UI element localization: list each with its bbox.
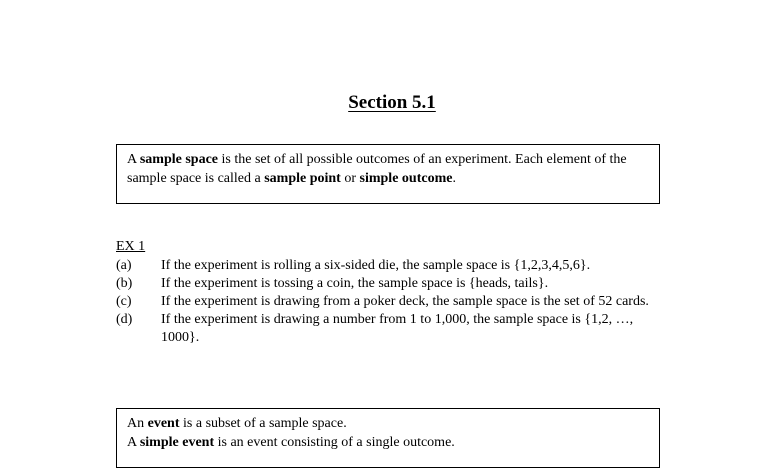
event-definition-line-1 xyxy=(127,414,649,433)
definition-text-part: is a subset of a sample space. xyxy=(179,416,347,431)
term-simple-outcome: simple outcome xyxy=(359,171,453,186)
sample-space-definition-text xyxy=(127,150,649,188)
term-simple-event: simple event xyxy=(139,435,215,450)
example-item-text: If the experiment is drawing a number from 1 to 1,000, the sample space is {1,2, …, 1000}. xyxy=(161,312,634,345)
example-item-label: (d) xyxy=(116,312,133,327)
definition-text-part: . xyxy=(452,171,456,186)
example-item-c xyxy=(116,293,664,311)
definition-text-part: A xyxy=(127,152,140,167)
example-item-label: (a) xyxy=(116,258,132,273)
definition-text-part: An xyxy=(127,416,148,431)
definition-text-part: is the set of all possible outcomes of an experiment. Each element of the sample space is called a xyxy=(127,152,627,186)
event-definition-line-2 xyxy=(127,433,649,452)
example-item-label: (b) xyxy=(116,276,133,291)
definition-text-part: or xyxy=(340,171,360,186)
example-item-d xyxy=(116,311,664,347)
example-list xyxy=(116,257,664,347)
example-item-a xyxy=(116,257,664,275)
example-item-text: If the experiment is tossing a coin, the sample space is {heads, tails}. xyxy=(161,276,549,291)
sample-space-definition-box xyxy=(116,144,660,204)
example-item-label: (c) xyxy=(116,294,132,309)
definition-text-part: is an event consisting of a single outcome. xyxy=(214,435,455,450)
term-sample-point: sample point xyxy=(264,171,341,186)
term-sample-space: sample space xyxy=(139,152,219,167)
example-item-b xyxy=(116,275,664,293)
definition-text-part: A xyxy=(127,435,140,450)
event-definition-box xyxy=(116,408,660,468)
example-item-text: If the experiment is rolling a six-sided die, the sample space is {1,2,3,4,5,6}. xyxy=(161,258,591,273)
example-item-text: If the experiment is drawing from a poker deck, the sample space is the set of 52 cards. xyxy=(161,294,649,309)
term-event: event xyxy=(147,416,180,431)
example-heading: EX 1 xyxy=(116,239,146,254)
section-title: Section 5.1 xyxy=(348,92,436,113)
